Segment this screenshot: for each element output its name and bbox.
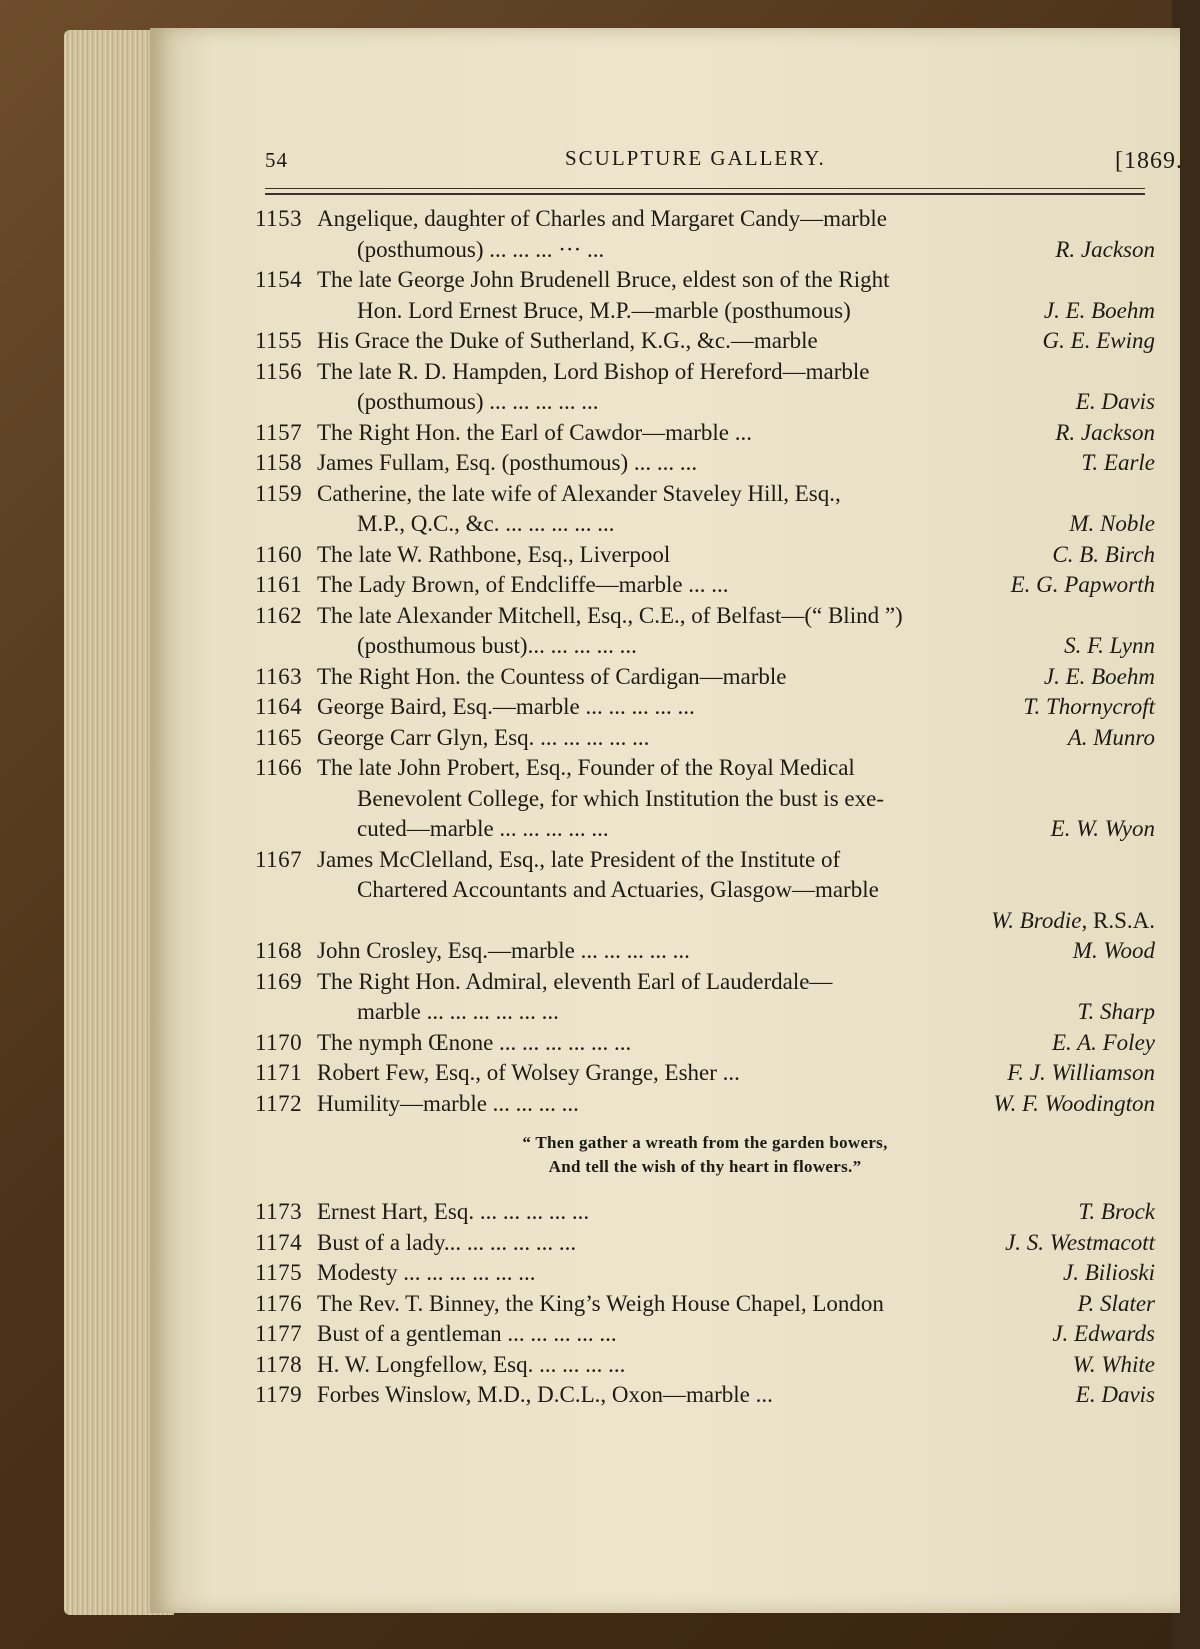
- entry-description: [317, 326, 1155, 357]
- entry-artist: [1055, 235, 1155, 266]
- entry-artist: [1023, 692, 1155, 723]
- entry-description: [317, 1380, 1155, 1411]
- artist-name: E. Davis: [1075, 389, 1155, 414]
- catalogue-entry: [255, 540, 1155, 571]
- entry-line: cuted—marble ... ... ... ... ...: [357, 816, 609, 841]
- entry-number: 1158: [255, 450, 303, 475]
- entry-description: [317, 723, 1155, 754]
- entry-line: (posthumous) ... ... ... ··· ...: [357, 236, 605, 262]
- entry-artist: [1076, 387, 1155, 418]
- artist-name: G. E. Ewing: [1042, 328, 1155, 353]
- catalogue-entry: [255, 1197, 1155, 1228]
- entry-line: H. W. Longfellow, Esq. ... ... ... ...: [317, 1351, 626, 1377]
- artist-name: M. Noble: [1069, 511, 1155, 536]
- entry-number: 1161: [255, 572, 303, 597]
- entry-number: 1166: [255, 755, 303, 780]
- entry-description: [317, 967, 1155, 1028]
- entry-description: [317, 204, 1155, 265]
- artist-name: F. J. Williamson: [1007, 1060, 1155, 1085]
- artist-name: T. Earle: [1081, 450, 1155, 475]
- entry-artist: [1073, 1350, 1155, 1381]
- entry-artist: [1043, 326, 1155, 357]
- entry-description: [317, 753, 1155, 845]
- entry-artist: [1081, 448, 1155, 479]
- catalogue-entry: [255, 418, 1155, 449]
- entry-line: Chartered Accountants and Actuaries, Glasgow—marble: [357, 877, 879, 902]
- catalogue-entry: [255, 692, 1155, 723]
- entry-description: [317, 1028, 1155, 1059]
- catalogue-entry: [255, 1350, 1155, 1381]
- entry-description: [317, 1350, 1155, 1381]
- catalogue-entry: [255, 1380, 1155, 1411]
- entry-number: 1172: [255, 1090, 303, 1116]
- entry-line: Catherine, the late wife of Alexander Staveley Hill, Esq.,: [317, 480, 841, 506]
- entry-description: [317, 1289, 1155, 1320]
- catalogue-entries-1: [255, 204, 1155, 1119]
- entry-number: 1154: [255, 267, 303, 292]
- page-title: SCULPTURE GALLERY.: [565, 146, 826, 170]
- entry-number: 1162: [255, 602, 303, 628]
- entry-number: 1176: [255, 1290, 303, 1316]
- entry-artist: [1077, 997, 1155, 1028]
- entry-artist: [1011, 570, 1155, 601]
- entry-line: Bust of a lady... ... ... ... ... ...: [317, 1229, 577, 1255]
- artist-name: P. Slater: [1077, 1290, 1155, 1316]
- catalogue-entry: [255, 570, 1155, 601]
- entry-number: 1175: [255, 1260, 303, 1285]
- entry-artist: [1044, 662, 1155, 693]
- verse-quote: [255, 1131, 1155, 1179]
- entry-number: 1157: [255, 419, 303, 445]
- entry-artist: [1052, 1319, 1155, 1350]
- entry-artist: [1052, 1028, 1155, 1059]
- header-rule-thin: [265, 188, 1145, 189]
- catalogue-entry: [255, 845, 1155, 937]
- entry-line: (posthumous bust)... ... ... ... ...: [357, 633, 637, 658]
- entry-line: Modesty ... ... ... ... ... ...: [317, 1260, 536, 1285]
- entry-number: 1173: [255, 1199, 303, 1224]
- artist-name: J. Edwards: [1052, 1321, 1155, 1346]
- artist-name: R. Jackson: [1055, 419, 1155, 445]
- artist-name: E. Davis: [1075, 1382, 1155, 1407]
- entry-artist: [1073, 936, 1155, 967]
- entry-description: [317, 448, 1155, 479]
- entry-number: 1164: [255, 694, 303, 719]
- entry-line: The late W. Rathbone, Esq., Liverpool: [317, 541, 671, 567]
- entry-number: 1156: [255, 358, 303, 384]
- catalogue-entry: [255, 967, 1155, 1028]
- entry-line: The nymph Œnone ... ... ... ... ... ...: [317, 1029, 632, 1055]
- entry-line: John Crosley, Esq.—marble ... ... ... ... ...: [317, 938, 690, 963]
- catalogue-entry: [255, 936, 1155, 967]
- entry-line: (posthumous) ... ... ... ... ...: [357, 389, 599, 414]
- catalogue-entry: [255, 1289, 1155, 1320]
- catalogue-entry: [255, 1228, 1155, 1259]
- artist-name: T. Sharp: [1077, 999, 1155, 1024]
- catalogue-entries-2: [255, 1197, 1155, 1411]
- catalogue-entry: [255, 723, 1155, 754]
- catalogue-entry: [255, 357, 1155, 418]
- entry-description: [317, 357, 1155, 418]
- artist-name: T. Brock: [1078, 1199, 1155, 1224]
- entry-artist: [991, 906, 1155, 937]
- catalogue-entry: [255, 753, 1155, 845]
- entry-artist: [1051, 814, 1155, 845]
- entry-number: 1153: [255, 206, 303, 231]
- catalogue-entry: [255, 601, 1155, 662]
- entry-number: 1167: [255, 846, 303, 872]
- entry-artist: [994, 1089, 1155, 1120]
- entry-artist: [1055, 418, 1155, 449]
- artist-name: R. Jackson: [1055, 236, 1155, 262]
- catalogue-entry: [255, 448, 1155, 479]
- entry-line: The late R. D. Hampden, Lord Bishop of Hereford—marble: [317, 358, 870, 384]
- entry-number: 1168: [255, 938, 303, 963]
- entry-artist: [1064, 631, 1155, 662]
- header-year: [1869.: [1115, 148, 1183, 174]
- artist-name: W. White: [1072, 1351, 1155, 1377]
- quote-line-1: “ Then gather a wreath from the garden bowers,: [522, 1133, 888, 1152]
- catalogue-entry: [255, 265, 1155, 326]
- artist-name: W. Brodie,: [991, 907, 1088, 933]
- entry-line: M.P., Q.C., &c. ... ... ... ... ...: [357, 511, 615, 536]
- artist-name: A. Munro: [1067, 724, 1155, 750]
- entry-number: 1159: [255, 480, 303, 506]
- entry-artist: [1044, 296, 1155, 327]
- entry-line: George Baird, Esq.—marble ... ... ... ... ...: [317, 694, 695, 719]
- book-page: [150, 28, 1183, 1613]
- artist-name: S. F. Lynn: [1064, 633, 1155, 658]
- entry-line: The late John Probert, Esq., Founder of the Royal Medical: [317, 755, 855, 780]
- entry-line: James Fullam, Esq. (posthumous) ... ... ...: [317, 450, 698, 475]
- catalogue-entry: [255, 1028, 1155, 1059]
- entry-artist: [1063, 1258, 1155, 1289]
- entry-number: 1160: [255, 541, 303, 567]
- entry-artist: [1068, 723, 1155, 754]
- entry-line: His Grace the Duke of Sutherland, K.G., &c.—marble: [317, 328, 818, 353]
- entry-description: [317, 1319, 1155, 1350]
- catalogue-entry: [255, 1089, 1155, 1120]
- entry-description: [317, 479, 1155, 540]
- catalogue-entry: [255, 1258, 1155, 1289]
- artist-name: J. E. Boehm: [1043, 297, 1155, 323]
- entry-line: The Lady Brown, of Endcliffe—marble ... ...: [317, 572, 729, 597]
- catalogue-entry: [255, 1058, 1155, 1089]
- artist-name: T. Thornycroft: [1023, 694, 1155, 719]
- entry-line: Benevolent College, for which Institution the bust is exe-: [357, 785, 884, 811]
- page-number: 54: [265, 148, 288, 172]
- entry-line: Forbes Winslow, M.D., D.C.L., Oxon—marble ...: [317, 1382, 773, 1407]
- entry-line: The Right Hon. the Countess of Cardigan—marble: [317, 663, 787, 689]
- entry-line: George Carr Glyn, Esq. ... ... ... ... ...: [317, 724, 650, 750]
- entry-line: Ernest Hart, Esq. ... ... ... ... ...: [317, 1199, 590, 1224]
- artist-name: E. G. Papworth: [1010, 572, 1155, 597]
- catalogue-entry: [255, 326, 1155, 357]
- artist-name: J. S. Westmacott: [1005, 1229, 1155, 1255]
- artist-name: J. Bilioski: [1063, 1260, 1155, 1285]
- entry-artist: [1052, 540, 1155, 571]
- entry-number: 1171: [255, 1060, 303, 1085]
- entry-line: James McClelland, Esq., late President of the Institute of: [317, 846, 841, 872]
- entry-number: 1174: [255, 1229, 303, 1255]
- entry-description: [317, 265, 1155, 326]
- entry-line: The late George John Brudenell Bruce, eldest son of the Right: [317, 267, 890, 292]
- entry-line: Robert Few, Esq., of Wolsey Grange, Esher ...: [317, 1060, 740, 1085]
- artist-name: E. A. Foley: [1051, 1029, 1155, 1055]
- entry-line: The Right Hon. Admiral, eleventh Earl of Lauderdale—: [317, 968, 833, 994]
- catalogue-entry: [255, 1319, 1155, 1350]
- artist-name: M. Wood: [1072, 938, 1155, 963]
- entry-description: [317, 1258, 1155, 1289]
- entry-description: [317, 601, 1155, 662]
- entry-number: 1179: [255, 1382, 303, 1407]
- catalogue-entry: [255, 204, 1155, 265]
- entry-line: The late Alexander Mitchell, Esq., C.E., of Belfast—(“ Blind ”): [317, 602, 903, 628]
- entry-artist: [1069, 509, 1155, 540]
- catalogue-list: [255, 204, 1155, 1411]
- entry-artist: [1078, 1197, 1155, 1228]
- entry-number: 1155: [255, 328, 303, 353]
- entry-number: 1177: [255, 1321, 303, 1346]
- entry-description: [317, 662, 1155, 693]
- artist-name: E. W. Wyon: [1050, 816, 1155, 841]
- entry-line: The Right Hon. the Earl of Cawdor—marble ...: [317, 419, 752, 445]
- entry-line: Angelique, daughter of Charles and Margaret Candy—marble: [317, 206, 887, 231]
- entry-description: [317, 936, 1155, 967]
- entry-number: 1169: [255, 968, 303, 994]
- entry-artist: [1076, 1380, 1155, 1411]
- artist-name: C. B. Birch: [1052, 541, 1155, 567]
- artist-name: J. E. Boehm: [1043, 663, 1155, 689]
- catalogue-entry: [255, 479, 1155, 540]
- entry-line: Hon. Lord Ernest Bruce, M.P.—marble (posthumous): [357, 297, 851, 323]
- running-header: [265, 118, 1183, 174]
- entry-line: The Rev. T. Binney, the King’s Weigh House Chapel, London: [317, 1290, 884, 1316]
- entry-line: Bust of a gentleman ... ... ... ... ...: [317, 1321, 617, 1346]
- entry-description: [317, 540, 1155, 571]
- entry-line: marble ... ... ... ... ... ...: [357, 999, 559, 1024]
- entry-number: 1170: [255, 1029, 303, 1055]
- entry-artist: [1005, 1228, 1155, 1259]
- quote-line-2: And tell the wish of thy heart in flowers.”: [548, 1157, 862, 1176]
- entry-description: [317, 418, 1155, 449]
- entry-description: [317, 1197, 1155, 1228]
- entry-number: 1178: [255, 1351, 303, 1377]
- artist-suffix: R.S.A.: [1093, 907, 1155, 933]
- catalogue-entry: [255, 662, 1155, 693]
- artist-name: W. F. Woodington: [993, 1090, 1155, 1116]
- entry-number: 1163: [255, 663, 303, 689]
- header-rule-thick: [265, 193, 1145, 195]
- entry-artist: [1007, 1058, 1155, 1089]
- entry-number: 1165: [255, 724, 303, 750]
- entry-line: Humility—marble ... ... ... ...: [317, 1090, 579, 1116]
- entry-artist: [1077, 1289, 1155, 1320]
